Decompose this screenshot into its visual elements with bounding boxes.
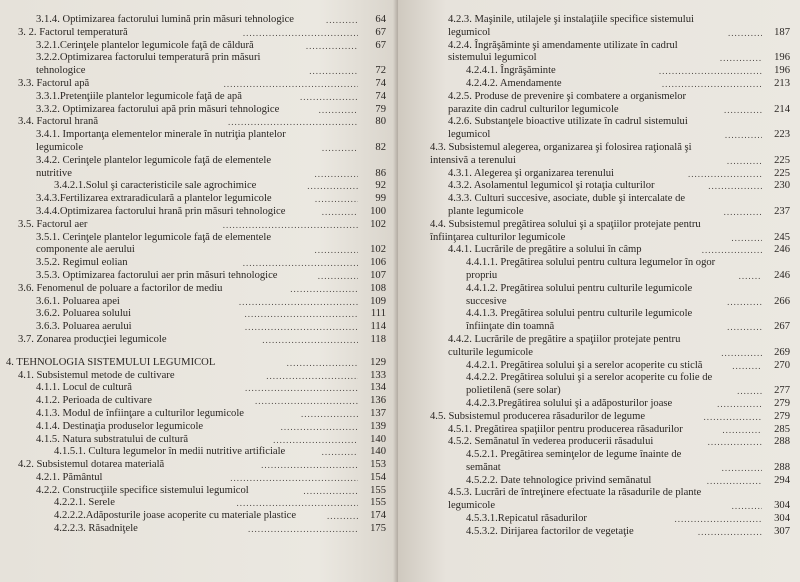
toc-page-number: 137 <box>370 407 386 419</box>
dot-leader <box>724 206 762 219</box>
toc-entry[interactable] <box>6 78 386 91</box>
dot-leader <box>722 462 762 475</box>
toc-entry[interactable] <box>408 411 790 424</box>
toc-page-number: 136 <box>370 395 386 407</box>
toc-entry[interactable] <box>408 14 790 40</box>
toc-page-number: 153 <box>370 459 386 471</box>
toc-page-number: 100 <box>370 205 386 217</box>
toc-entry-title: 3.4.4.Optimizarea factorului hrană prin măsuri tehnologice <box>36 205 286 217</box>
dot-leader <box>708 436 762 449</box>
toc-entry[interactable] <box>6 155 386 181</box>
toc-page-number: 230 <box>774 180 791 192</box>
dot-leader <box>659 65 762 78</box>
dot-leader <box>326 14 358 27</box>
toc-entry-title: 3. 2. Factorul temperatură <box>18 26 128 38</box>
toc-page-number: 266 <box>774 295 790 307</box>
toc-entry[interactable] <box>408 513 790 526</box>
toc-page-number: 102 <box>370 244 386 256</box>
toc-page-number: 82 <box>375 141 386 153</box>
toc-entry[interactable] <box>408 334 790 360</box>
toc-entry[interactable] <box>6 219 386 232</box>
toc-page-number: 102 <box>370 218 386 230</box>
toc-entry[interactable] <box>6 485 386 498</box>
toc-entry-title: 4.2.6. Substanţele bioactive utilizate în cadrul sistemului legumicol <box>448 116 688 141</box>
dot-leader <box>737 385 762 398</box>
toc-entry-title: 4.5.3.1.Repicatul răsadurilor <box>466 513 587 525</box>
toc-entry[interactable] <box>6 116 386 129</box>
toc-entry[interactable] <box>408 142 790 168</box>
toc-entry[interactable] <box>408 116 790 142</box>
dot-leader <box>688 168 762 181</box>
left-page <box>0 0 398 582</box>
toc-page-number: 99 <box>375 193 387 205</box>
dot-leader <box>315 244 358 257</box>
toc-page-number: 214 <box>774 103 790 115</box>
toc-entry-title: 4.2.2. Construcţiile specifice sistemului legumicol <box>36 484 249 496</box>
toc-entry[interactable] <box>6 321 386 334</box>
toc-page-number: 107 <box>370 269 387 281</box>
toc-entry-title: 4.4.1.1. Pregătirea solului pentru cultura legumelor în ogor propriu <box>466 257 716 281</box>
toc-entry-title: 3.5. Factorul aer <box>18 218 88 230</box>
toc-page-number: 277 <box>774 385 790 397</box>
dot-leader <box>281 421 358 434</box>
toc-entry-title: 4.1.3. Modul de înfiinţare a culturilor legumicole <box>36 407 244 419</box>
dot-leader <box>732 360 762 373</box>
dot-leader <box>662 78 762 91</box>
toc-entry-title: 4.2.1. Pământul <box>36 471 103 483</box>
toc-page-number: 118 <box>370 333 386 345</box>
toc-page-number: 140 <box>370 446 386 458</box>
toc-entry[interactable] <box>6 104 386 117</box>
toc-entry[interactable] <box>6 91 386 104</box>
dot-leader <box>318 270 358 283</box>
toc-entry-title: 4.1.5.1. Cultura legumelor în medii nutritive artificiale <box>54 446 286 458</box>
dot-leader <box>307 180 358 193</box>
dot-leader <box>239 296 358 309</box>
dot-leader <box>727 321 762 334</box>
dot-leader <box>315 168 358 181</box>
toc-page-number: 269 <box>774 346 790 358</box>
toc-page-number: 86 <box>375 167 386 179</box>
toc-page-number: 223 <box>774 129 790 141</box>
toc-page-number: 72 <box>375 65 387 77</box>
toc-entry[interactable] <box>408 424 790 437</box>
toc-entry-title: 3.6. Fenomenul de poluare a factorilor de mediu <box>18 282 223 294</box>
toc-entry-title: 3.4.2.1.Solul şi caracteristicile sale agrochimice <box>54 180 257 192</box>
toc-page-number: 237 <box>774 205 791 217</box>
toc-entry-title: 4.5.1. Pregătirea spaţiilor pentru producerea răsadurilor <box>448 423 683 435</box>
toc-entry[interactable] <box>6 193 386 206</box>
toc-page-number: 245 <box>774 231 790 243</box>
dot-leader <box>722 424 762 437</box>
toc-page-number: 155 <box>370 484 386 496</box>
dot-leader <box>717 398 762 411</box>
toc-entry[interactable] <box>408 180 790 193</box>
toc-page-number: 196 <box>774 65 791 77</box>
toc-page-number: 92 <box>375 180 387 192</box>
dot-leader <box>223 219 358 232</box>
toc-entry[interactable] <box>408 360 790 373</box>
dot-leader <box>319 104 358 117</box>
toc-page-number: 285 <box>774 423 790 435</box>
dot-leader <box>243 257 358 270</box>
toc-entry[interactable] <box>408 91 790 117</box>
dot-leader <box>290 283 358 296</box>
dot-leader <box>707 475 762 488</box>
toc-entry-title: 4.2.4.2. Amendamente <box>466 77 562 89</box>
section-spacer <box>6 347 386 357</box>
dot-leader <box>255 395 358 408</box>
dot-leader <box>727 296 762 309</box>
dot-leader <box>724 104 762 117</box>
toc-entry[interactable] <box>408 372 790 398</box>
dot-leader <box>731 232 762 245</box>
toc-entry[interactable] <box>6 370 386 383</box>
toc-page-number: 129 <box>370 356 386 368</box>
toc-page-number: 80 <box>375 116 386 128</box>
toc-entry[interactable] <box>6 232 386 258</box>
toc-page-number: 267 <box>774 321 790 333</box>
toc-entry-title: 4.5. Subsistemul producerea răsadurilor de legume <box>430 410 646 422</box>
dot-leader <box>248 523 358 536</box>
toc-entry-title: 4.1. Subsistemul metode de cultivare <box>18 369 175 381</box>
toc-entry[interactable] <box>408 257 790 283</box>
dot-leader <box>327 510 358 523</box>
dot-leader <box>739 270 762 283</box>
toc-entry-title: 4.2.2.3. Răsadniţele <box>54 523 138 535</box>
toc-entry-title: 4.3.1. Alegerea şi organizarea terenului <box>448 167 614 179</box>
dot-leader <box>728 27 762 40</box>
toc-page-number: 246 <box>774 269 790 281</box>
dot-leader <box>243 27 358 40</box>
toc-page-number: 106 <box>370 257 387 269</box>
toc-entry[interactable] <box>6 357 386 370</box>
dot-leader <box>315 193 358 206</box>
dot-leader <box>725 129 762 142</box>
toc-entry-title: 3.3. Factorul apă <box>18 77 90 89</box>
toc-entry[interactable] <box>408 526 790 539</box>
dot-leader <box>245 321 358 334</box>
dot-leader <box>261 459 358 472</box>
toc-entry-title: 4.1.2. Perioada de cultivare <box>36 395 152 407</box>
toc-entry-title: 4.2.5. Produse de prevenire şi combatere a organismelor parazite din cadrul culturilor legumicole <box>448 90 687 115</box>
toc-page-number: 74 <box>375 90 387 102</box>
dot-leader <box>236 497 358 510</box>
toc-entry[interactable] <box>6 129 386 155</box>
toc-entry-title: 3.1.4. Optimizarea factorului lumină prin măsuri tehnologice <box>36 14 295 25</box>
toc-page-number: 279 <box>774 397 790 409</box>
toc-entry-title: 3.7. Zonarea producţiei legumicole <box>18 333 167 345</box>
toc-page-number: 67 <box>375 26 387 38</box>
toc-entry-title: 4.3. Subsistemul alegerea, organizarea şi folosirea raţională şi intensivă a terenului <box>430 141 692 166</box>
toc-entry-title: 4.4.2.2. Pregătirea solului şi a serelor acoperite cu folie de polietilenă (sere solar) <box>466 372 713 397</box>
toc-page-number: 294 <box>774 474 791 486</box>
toc-entry[interactable] <box>408 193 790 219</box>
toc-entry[interactable] <box>6 421 386 434</box>
toc-entry-title: 4.4.2. Lucrările de pregătire a spaţiilor protejate pentru culturile legumicole <box>448 333 681 358</box>
toc-entry-title: 3.5.1. Cerinţele plantelor legumicole faţă de elementele componente ale aerului <box>36 231 272 256</box>
toc-page-number: 114 <box>370 321 387 333</box>
toc-entry[interactable] <box>408 219 790 245</box>
toc-page-number: 67 <box>375 39 387 51</box>
toc-entry-title: 4.4.2.1. Pregătirea solului şi a serelor acoperite cu sticlă <box>466 359 703 371</box>
toc-entry-title: 4.4.1.2. Pregătirea solului pentru culturile legumicole succesive <box>466 282 693 307</box>
toc-page-number: 154 <box>370 471 387 483</box>
dot-leader <box>245 308 358 321</box>
toc-entry-title: 3.3.2. Optimizarea factorului apă prin măsuri tehnologice <box>36 103 280 115</box>
toc-entry-title: 4.2. Subsistemul dotarea materială <box>18 459 165 471</box>
dot-leader <box>228 116 358 129</box>
toc-entry-title: 3.2.2.Optimizarea factorului temperatură prin măsuri tehnologice <box>36 52 261 77</box>
toc-entry[interactable] <box>408 65 790 78</box>
toc-entry[interactable] <box>6 180 386 193</box>
dot-leader <box>708 180 762 193</box>
dot-leader <box>230 472 358 485</box>
toc-entry-title: 4.3.3. Culturi succesive, asociate, duble şi intercalate de plante legumicole <box>448 193 686 217</box>
dot-leader <box>702 244 762 257</box>
dot-leader <box>300 91 358 104</box>
toc-entry-title: 4.5.3.2. Dirijarea factorilor de vegetaţie <box>466 525 634 537</box>
toc-page-number: 64 <box>375 14 387 25</box>
toc-entry-title: 4.4. Subsistemul pregătirea solului şi a spaţiilor protejate pentru înfiinţarea culturilor legumicole <box>430 218 701 243</box>
toc-entry[interactable] <box>408 475 790 488</box>
toc-entry-title: 4.5.2.1. Pregătirea seminţelor de legume înainte de semănat <box>466 449 682 473</box>
dot-leader <box>674 513 762 526</box>
toc-entry-title: 3.5.3. Optimizarea factorului aer prin măsuri tehnologice <box>36 269 278 281</box>
toc-page-number: 111 <box>370 308 387 320</box>
toc-entry[interactable] <box>6 40 386 53</box>
toc-entry-title: 4.2.2.2.Adăposturile joase acoperite cu materiale plastice <box>54 510 297 522</box>
toc-entry-title: 3.4.1. Importanţa elementelor minerale în nutriţia plantelor legumicole <box>36 129 286 153</box>
dot-leader <box>698 526 762 539</box>
toc-page-number: 133 <box>370 369 386 381</box>
toc-entry[interactable] <box>6 296 386 309</box>
toc-entry[interactable] <box>6 395 386 408</box>
toc-page-number: 246 <box>774 244 790 256</box>
dot-leader <box>306 40 358 53</box>
toc-page-number: 225 <box>774 154 790 166</box>
toc-entry-title: 4.5.3. Lucrări de întreţinere efectuate la răsadurile de plante legumicole <box>448 487 702 512</box>
toc-entry-title: 3.3.1.Pretenţiile plantelor legumicole faţă de apă <box>36 90 242 102</box>
dot-leader <box>322 206 358 219</box>
toc-entry[interactable] <box>408 78 790 91</box>
toc-page-number: 108 <box>370 282 387 294</box>
toc-entry[interactable] <box>408 398 790 411</box>
toc-entry-title: 3.4.3.Fertilizarea extraradiculară a plantelor legumicole <box>36 193 272 205</box>
toc-page-number: 213 <box>774 77 790 89</box>
toc-entry-title: 4.1.5. Natura substratului de cultură <box>36 433 189 445</box>
toc-page-number: 74 <box>375 77 387 89</box>
toc-entry[interactable] <box>6 257 386 270</box>
toc-page-number: 155 <box>370 497 386 509</box>
toc-page-number: 139 <box>370 420 387 432</box>
toc-entry-title: 3.2.1.Cerinţele plantelor legumicole faţă de căldură <box>36 39 254 51</box>
toc-entry-title: 4.5.2.2. Date tehnologice privind semănatul <box>466 474 652 486</box>
dot-leader <box>266 370 358 383</box>
dot-leader <box>721 347 762 360</box>
toc-entry[interactable] <box>6 334 386 347</box>
dot-leader <box>322 446 358 459</box>
toc-entry[interactable] <box>408 40 790 66</box>
toc-page-number: 304 <box>774 500 790 512</box>
dot-leader <box>309 65 358 78</box>
dot-leader <box>704 411 762 424</box>
toc-entry[interactable] <box>408 487 790 513</box>
toc-page-number: 225 <box>774 167 790 179</box>
toc-entry[interactable] <box>408 168 790 181</box>
toc-entry-title: 4.4.1.3. Pregătirea solului pentru culturile legumicole înfiinţate din toamnă <box>466 308 693 333</box>
dot-leader <box>727 155 762 168</box>
toc-page-number: 196 <box>774 52 790 64</box>
toc-entry[interactable] <box>408 308 790 334</box>
toc-entry[interactable] <box>6 308 386 321</box>
toc-entry-title: 3.6.2. Poluarea solului <box>36 308 132 320</box>
toc-page-number: 288 <box>774 436 790 448</box>
toc-entry[interactable] <box>6 497 386 510</box>
toc-page-number: 304 <box>774 513 791 525</box>
toc-entry[interactable] <box>6 14 386 27</box>
toc-page-number: 288 <box>774 461 790 473</box>
toc-entry[interactable] <box>6 382 386 395</box>
toc-page-number: 187 <box>774 26 790 38</box>
toc-entry-title: 3.4.2. Cerinţele plantelor legumicole faţă de elementele nutritive <box>36 154 272 179</box>
toc-entry[interactable] <box>6 283 386 296</box>
toc-page-number: 175 <box>370 523 387 535</box>
dot-leader <box>224 78 358 91</box>
toc-entry[interactable] <box>408 283 790 309</box>
toc-entry[interactable] <box>6 510 386 523</box>
toc-entry-title: 3.5.2. Regimul eolian <box>36 257 128 269</box>
toc-entry-title: 4.1.1. Locul de cultură <box>36 382 132 394</box>
dot-leader <box>287 357 358 370</box>
toc-entry[interactable] <box>6 270 386 283</box>
toc-page-number: 279 <box>774 410 790 422</box>
toc-page-number: 109 <box>370 295 386 307</box>
toc-entry[interactable] <box>6 206 386 219</box>
toc-page-number: 79 <box>375 103 386 115</box>
toc-entry-title: 4.2.2.1. Serele <box>54 497 115 509</box>
dot-leader <box>732 500 762 513</box>
toc-entry-title: 4.3.2. Asolamentul legumicol şi rotaţia culturilor <box>448 180 655 192</box>
toc-entry[interactable] <box>408 449 790 475</box>
toc-entry-title: 4.5.2. Semănatul în vederea producerii răsadului <box>448 436 654 448</box>
toc-entry[interactable] <box>6 27 386 40</box>
toc-entry[interactable] <box>6 472 386 485</box>
toc-entry-title: 4.2.4. Îngrăşăminte şi amendamente utilizate în cadrul sistemului legumicol <box>448 39 678 64</box>
toc-entry-title: 4. TEHNOLOGIA SISTEMULUI LEGUMICOL <box>6 356 216 368</box>
toc-entry-title: 4.2.4.1. Îngrăşăminte <box>466 65 556 77</box>
toc-entry[interactable] <box>408 244 790 257</box>
toc-entry[interactable] <box>6 408 386 421</box>
toc-entry-title: 4.2.3. Maşinile, utilajele şi instalaţiile specifice sistemului legumicol <box>448 14 694 38</box>
toc-entry-title: 4.4.1. Lucrările de pregătire a solului în câmp <box>448 244 642 256</box>
dot-leader <box>303 485 358 498</box>
toc-entry-title: 3.6.3. Poluarea aerului <box>36 321 132 333</box>
toc-entry[interactable] <box>6 446 386 459</box>
toc-page-number: 174 <box>370 510 386 522</box>
toc-page-number: 270 <box>774 359 791 371</box>
dot-leader <box>301 408 358 421</box>
toc-page-number: 140 <box>370 433 387 445</box>
toc-page-number: 134 <box>370 382 386 394</box>
toc-entry-title: 4.1.4. Destinaţia produselor legumicole <box>36 420 204 432</box>
toc-entry[interactable] <box>6 434 386 447</box>
right-page <box>398 0 800 582</box>
toc-entry-title: 3.6.1. Poluarea apei <box>36 295 120 307</box>
toc-entry-title: 3.4. Factorul hrană <box>18 116 99 128</box>
toc-page-number: 307 <box>774 525 791 537</box>
toc-entry[interactable] <box>6 523 386 536</box>
toc-entry[interactable] <box>408 436 790 449</box>
dot-leader <box>273 434 358 447</box>
toc-entry[interactable] <box>6 459 386 472</box>
dot-leader <box>720 52 762 65</box>
dot-leader <box>245 382 358 395</box>
dot-leader <box>322 142 358 155</box>
toc-entry[interactable] <box>6 52 386 78</box>
toc-entry-title: 4.4.2.3.Pregătirea solului şi a adăposturilor joase <box>466 397 673 409</box>
dot-leader <box>262 334 358 347</box>
